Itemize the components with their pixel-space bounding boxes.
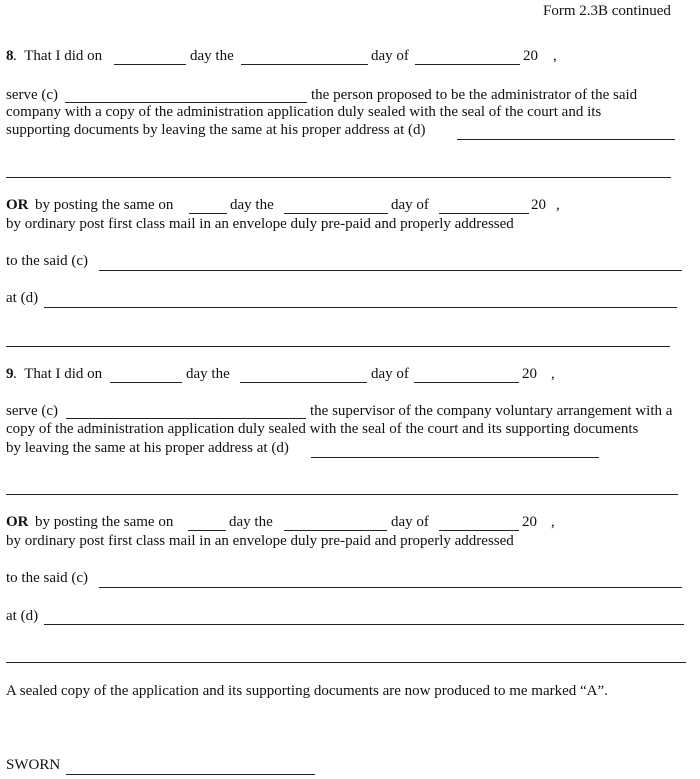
sworn-signature-blank[interactable] <box>66 774 315 775</box>
day-the-label: day the <box>186 366 230 382</box>
month-blank[interactable] <box>241 64 368 65</box>
that-i-did-label: . That I did on <box>13 366 103 382</box>
day-of-label: day of <box>371 48 409 64</box>
day-blank[interactable] <box>189 213 227 214</box>
month-blank[interactable] <box>240 382 367 383</box>
month-blank[interactable] <box>284 530 387 531</box>
paragraph-text-line: by leaving the same at his proper address at (d) <box>6 440 289 456</box>
day-of-label: day of <box>371 366 409 382</box>
date-blank[interactable] <box>439 213 529 214</box>
paragraph-text-line: copy of the administration application duly sealed with the seal of the court and its supporting documents <box>6 421 639 437</box>
address-blank[interactable] <box>44 307 677 308</box>
serve-name-blank[interactable] <box>65 102 307 103</box>
comma: , <box>556 197 560 213</box>
posting-label: by posting the same on <box>35 514 174 530</box>
address-blank[interactable] <box>311 457 599 458</box>
date-blank[interactable] <box>414 382 519 383</box>
address-continuation-blank[interactable] <box>6 494 678 495</box>
year-label: 20 <box>522 366 537 382</box>
address-continuation-blank[interactable] <box>6 346 670 347</box>
paragraph-text-line: company with a copy of the administration application duly sealed with the seal of the court and its <box>6 104 602 120</box>
day-of-label: day of <box>391 197 429 213</box>
serve-label: serve (c) <box>6 87 59 103</box>
day-the-label: day the <box>230 197 274 213</box>
year-label: 20 <box>522 514 537 530</box>
date-blank[interactable] <box>439 530 519 531</box>
day-of-label: day of <box>391 514 429 530</box>
at-d-label: at (d) <box>6 290 39 306</box>
serve-tail-text: the person proposed to be the administrator of the said <box>311 87 638 103</box>
serve-name-blank[interactable] <box>66 418 306 419</box>
paragraph-text-line: supporting documents by leaving the same at his proper address at (d) <box>6 122 426 138</box>
day-the-label: day the <box>229 514 273 530</box>
to-said-label: to the said (c) <box>6 570 89 586</box>
form-label: Form 2.3B continued <box>543 3 671 19</box>
paragraph-number-9: 9 <box>6 366 14 382</box>
posting-label: by posting the same on <box>35 197 174 213</box>
paragraph-number-8: 8 <box>6 48 14 64</box>
addressee-blank[interactable] <box>99 270 682 271</box>
address-continuation-blank[interactable] <box>6 177 671 178</box>
or-label: OR <box>6 514 29 530</box>
post-text-line: by ordinary post first class mail in an envelope duly pre-paid and properly addressed <box>6 533 514 549</box>
to-said-label: to the said (c) <box>6 253 89 269</box>
address-continuation-blank[interactable] <box>6 662 686 663</box>
that-i-did-label: . That I did on <box>13 48 103 64</box>
address-blank[interactable] <box>44 624 684 625</box>
exhibit-text: A sealed copy of the application and its supporting documents are now produced to me marked “A”. <box>6 683 608 699</box>
date-blank[interactable] <box>415 64 520 65</box>
year-label: 20 <box>531 197 546 213</box>
comma: , <box>551 366 555 382</box>
comma: , <box>551 514 555 530</box>
month-blank[interactable] <box>284 213 388 214</box>
or-label: OR <box>6 197 29 213</box>
serve-label: serve (c) <box>6 403 59 419</box>
comma: , <box>553 48 557 64</box>
day-blank[interactable] <box>110 382 182 383</box>
day-blank[interactable] <box>188 530 226 531</box>
year-label: 20 <box>523 48 538 64</box>
at-d-label: at (d) <box>6 608 39 624</box>
serve-tail-text: the supervisor of the company voluntary arrangement with a <box>310 403 673 419</box>
day-the-label: day the <box>190 48 234 64</box>
address-blank[interactable] <box>457 139 675 140</box>
sworn-label: SWORN <box>6 757 61 773</box>
day-blank[interactable] <box>114 64 186 65</box>
post-text-line: by ordinary post first class mail in an envelope duly pre-paid and properly addressed <box>6 216 514 232</box>
addressee-blank[interactable] <box>99 587 682 588</box>
